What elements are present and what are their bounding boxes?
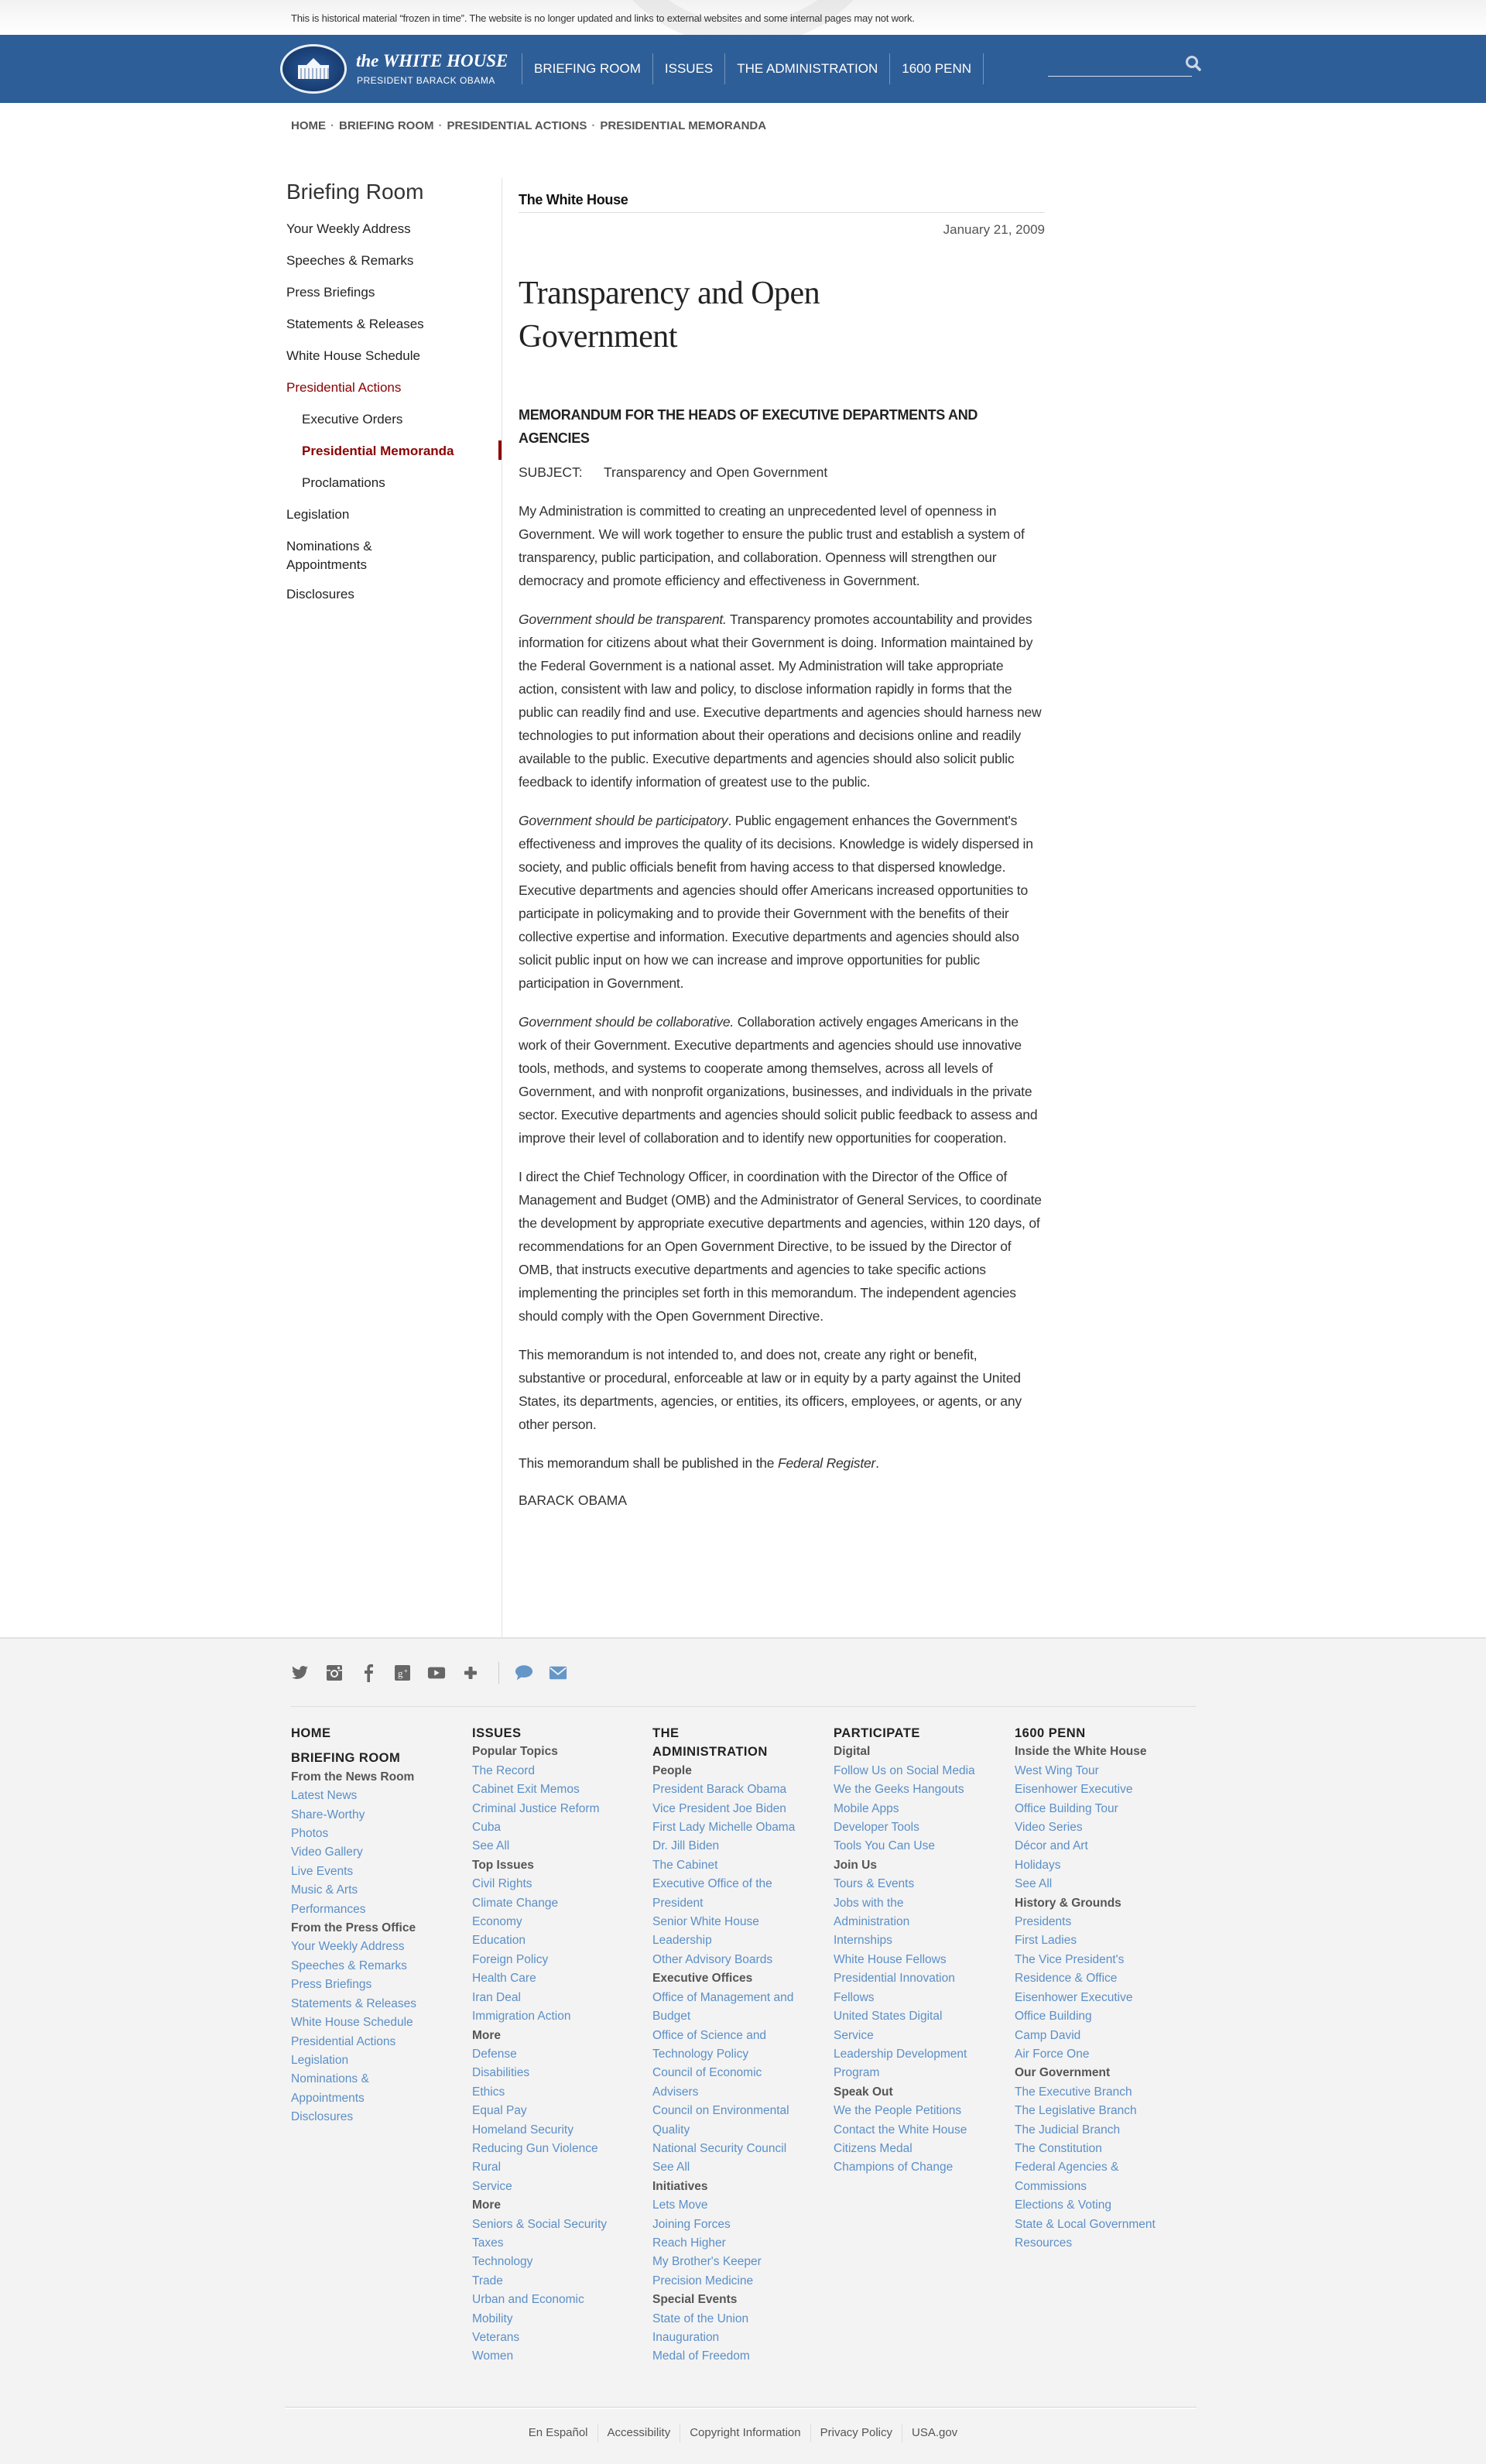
paragraph-text: . bbox=[875, 1455, 879, 1471]
footer-link[interactable]: My Brother's Keeper bbox=[652, 2255, 762, 2269]
footer-subheading: More bbox=[472, 2028, 502, 2042]
footer-link[interactable]: Elections & Voting bbox=[1015, 2198, 1111, 2212]
footer-subheading: Initiatives bbox=[652, 2179, 708, 2193]
footer-link[interactable]: Video Gallery bbox=[291, 1845, 363, 1859]
paragraph-5: I direct the Chief Technology Officer, in coordination with the Director of the Office of Management and Budget (OMB) and the Administrator of General Services, to coordinate the development by appropriate executive departments and agencies, within 120 days, of recommendations for an Open Government Directive, to be issued by the Director of OMB, that instructs executive departments and agencies to take specific actions implementing the principles set forth in this memorandum. The independent agencies should comply with the Open Government Directive. bbox=[519, 1169, 1042, 1324]
footer-link[interactable]: Appointments bbox=[291, 2091, 365, 2105]
footer-link[interactable]: Mobility bbox=[472, 2311, 513, 2325]
footer-column-home bbox=[291, 1724, 469, 2127]
footer-link[interactable]: Eisenhower Executive bbox=[1015, 1783, 1133, 1797]
subject-value: Transparency and Open Government bbox=[604, 464, 828, 480]
paragraph-body: . Public engagement enhances the Government's effectiveness and improves the quality of its decisions. Knowledge is widely dispersed in society, and public officials benefit from having access to that dispersed knowledge. Executive departments and agencies should offer Americans increased opportunities to participate in policymaking and to provide their Government with the benefits of their collective expertise and information. Executive departments and agencies should also solicit public input on how we can increase and improve opportunities for public participation in Government. bbox=[519, 813, 1033, 991]
footer-heading-the[interactable]: THE bbox=[652, 1726, 680, 1740]
footer-link[interactable]: Commissions bbox=[1015, 2179, 1087, 2193]
sidebar-item-white-house-schedule[interactable]: White House Schedule bbox=[286, 348, 420, 363]
footer-link[interactable]: Latest News bbox=[291, 1789, 358, 1803]
footer-link[interactable]: Statements & Releases bbox=[291, 1996, 416, 2010]
sidebar-item-label: Presidential Memoranda bbox=[302, 444, 454, 458]
logo-subtitle: PRESIDENT BARACK OBAMA bbox=[357, 75, 495, 86]
footer-link[interactable]: Service bbox=[834, 2028, 874, 2042]
footer-link[interactable]: Defense bbox=[472, 2047, 517, 2061]
footer-link[interactable]: State & Local Government bbox=[1015, 2217, 1156, 2231]
footer-link[interactable]: See All bbox=[1015, 1877, 1053, 1891]
paragraph-body: Transparency promotes accountability and provides information for citizens about what their Government is doing. Information maintained by the Federal Government is a national asset. My Administration will take appropriate action, consistent with law and policy, to disclose information rapidly in forms that the public can readily find and use. Executive departments and agencies should harness new technologies to put information about their operations and decisions online and readily available to the public. Executive departments and agencies should also solicit public feedback to identify information of greatest use to the public. bbox=[519, 612, 1042, 790]
breadcrumb-separator: · bbox=[330, 119, 334, 132]
footer-link[interactable]: Taxes bbox=[472, 2236, 504, 2250]
footer-column-1600-penn bbox=[1015, 1724, 1193, 2253]
footer-link[interactable]: Inauguration bbox=[652, 2331, 720, 2344]
footer-link[interactable]: Presidential Innovation bbox=[834, 1972, 955, 1986]
footer-link[interactable]: Office of Science and bbox=[652, 2028, 767, 2042]
sidebar-title: Briefing Room bbox=[286, 180, 424, 204]
footer-link[interactable]: The Record bbox=[472, 1763, 535, 1777]
footer-link[interactable]: Administration bbox=[834, 1915, 910, 1929]
footer-link[interactable]: We the People Petitions bbox=[834, 2104, 962, 2118]
link-privacy-policy[interactable]: Privacy Policy bbox=[810, 2424, 902, 2442]
footer-column-issues bbox=[472, 1724, 650, 2366]
footer-link[interactable]: Climate Change bbox=[472, 1896, 559, 1910]
footer-link[interactable]: Iran Deal bbox=[472, 1990, 521, 2004]
footer-link[interactable]: Homeland Security bbox=[472, 2123, 574, 2137]
footer-link[interactable]: Vice President Joe Biden bbox=[652, 1801, 786, 1815]
historical-notice-band bbox=[0, 0, 1486, 35]
footer-link[interactable]: Foreign Policy bbox=[472, 1952, 549, 1966]
svg-text:g: g bbox=[398, 1667, 403, 1679]
footer-link[interactable]: Advisers bbox=[652, 2085, 699, 2099]
sidebar bbox=[286, 178, 495, 615]
footer-subheading: From the News Room bbox=[291, 1770, 415, 1784]
footer-link[interactable]: Developer Tools bbox=[834, 1821, 919, 1835]
footer-subheading: Executive Offices bbox=[652, 1972, 753, 1986]
historical-notice: This is historical material “frozen in time”. The website is no longer updated and links to external websites and some internal pages may not work. bbox=[291, 12, 915, 24]
footer-link[interactable]: Resources bbox=[1015, 2236, 1073, 2250]
twitter-icon[interactable] bbox=[291, 1664, 310, 1682]
footer-link[interactable]: Office Building Tour bbox=[1015, 1801, 1118, 1815]
white-house-seal-icon bbox=[280, 44, 347, 94]
nav-the-administration[interactable]: THE ADMINISTRATION bbox=[724, 53, 889, 84]
article-date: January 21, 2009 bbox=[943, 222, 1045, 237]
footer-link[interactable]: Urban and Economic bbox=[472, 2293, 584, 2307]
footer-link[interactable]: Internships bbox=[834, 1934, 892, 1948]
footer-link[interactable]: White House Schedule bbox=[291, 2016, 413, 2030]
footer-link[interactable]: Share-Worthy bbox=[291, 1808, 365, 1821]
logo-title: the WHITE HOUSE bbox=[356, 51, 508, 70]
plus-icon[interactable] bbox=[461, 1664, 480, 1682]
link-en-espanol[interactable]: En Español bbox=[528, 2426, 588, 2439]
federal-register: Federal Register bbox=[777, 1455, 876, 1471]
footer-link[interactable]: The Cabinet bbox=[652, 1858, 718, 1872]
instagram-icon[interactable] bbox=[325, 1664, 344, 1682]
sidebar-item-executive-orders[interactable]: Executive Orders bbox=[302, 412, 403, 427]
footer-bottom-divider bbox=[285, 2407, 1197, 2409]
footer-link[interactable]: Mobile Apps bbox=[834, 1801, 899, 1815]
primary-nav bbox=[522, 53, 984, 84]
paragraph-lead: Government should be transparent. bbox=[519, 612, 727, 627]
social-divider bbox=[498, 1662, 499, 1684]
footer-link[interactable]: Civil Rights bbox=[472, 1877, 532, 1891]
footer-subheading: Popular Topics bbox=[472, 1745, 558, 1759]
paragraph-2 bbox=[519, 608, 1045, 793]
footer-link[interactable]: Senior White House bbox=[652, 1915, 759, 1929]
footer-link[interactable]: The Constitution bbox=[1015, 2141, 1102, 2155]
footer-link[interactable]: The Executive Branch bbox=[1015, 2085, 1132, 2099]
footer-column-administration bbox=[652, 1724, 830, 2366]
sidebar-item-presidential-memoranda[interactable] bbox=[286, 440, 495, 472]
footer-subheading: More bbox=[472, 2198, 502, 2212]
page-title: Transparency and Open Government bbox=[519, 276, 820, 355]
search-input[interactable] bbox=[1048, 55, 1192, 77]
footer-divider bbox=[290, 1706, 1196, 1707]
footer-link[interactable]: Technology Policy bbox=[652, 2047, 749, 2061]
footer-link[interactable]: Fellows bbox=[834, 1990, 875, 2004]
footer-column-participate bbox=[834, 1724, 1012, 2178]
link-accessibility[interactable]: Accessibility bbox=[597, 2424, 680, 2442]
footer-link[interactable]: Residence & Office bbox=[1015, 1972, 1118, 1986]
footer-link[interactable]: Office of Management and bbox=[652, 1990, 794, 2004]
footer-link[interactable]: Budget bbox=[652, 2010, 691, 2024]
footer-link[interactable]: President Barack Obama bbox=[652, 1783, 787, 1797]
footer-link[interactable]: Camp David bbox=[1015, 2028, 1081, 2042]
footer-link[interactable]: Veterans bbox=[472, 2331, 520, 2344]
memo-heading: MEMORANDUM FOR THE HEADS OF EXECUTIVE DEPARTMENTS AND AGENCIES bbox=[519, 407, 978, 446]
footer-link[interactable]: Disabilities bbox=[472, 2066, 530, 2080]
footer-link[interactable]: Cabinet Exit Memos bbox=[472, 1783, 580, 1797]
footer-subheading: Speak Out bbox=[834, 2085, 893, 2099]
footer-link[interactable]: Office Building bbox=[1015, 2010, 1092, 2024]
footer-link[interactable]: Quality bbox=[652, 2123, 690, 2137]
footer-link[interactable]: Live Events bbox=[291, 1864, 354, 1878]
subject-label: SUBJECT: bbox=[519, 464, 583, 480]
site-logo[interactable] bbox=[280, 44, 528, 94]
footer-link[interactable]: United States Digital bbox=[834, 2010, 943, 2024]
nav-1600-penn[interactable]: 1600 PENN bbox=[889, 53, 984, 84]
footer-link[interactable]: Service bbox=[472, 2179, 512, 2193]
footer-heading-home[interactable]: HOME bbox=[291, 1726, 331, 1740]
footer-link[interactable]: Seniors & Social Security bbox=[472, 2217, 608, 2231]
footer-link[interactable]: National Security Council bbox=[652, 2141, 787, 2155]
footer-link[interactable]: Leadership Development bbox=[834, 2047, 967, 2061]
footer-link[interactable]: See All bbox=[652, 2161, 690, 2174]
footer-link[interactable]: We the Geeks Hangouts bbox=[834, 1783, 964, 1797]
breadcrumb-separator: · bbox=[438, 119, 443, 132]
sidebar-item-nominations-appointments[interactable]: Nominations & Appointments bbox=[286, 539, 372, 572]
sidebar-item-disclosures[interactable]: Disclosures bbox=[286, 587, 354, 601]
footer-link[interactable]: Council on Environmental bbox=[652, 2104, 789, 2118]
google-plus-icon[interactable] bbox=[393, 1664, 412, 1682]
footer-link[interactable]: Leadership bbox=[652, 1934, 712, 1948]
svg-text:+: + bbox=[404, 1667, 408, 1674]
footer-subheading: Special Events bbox=[652, 2293, 738, 2307]
footer-link[interactable]: Jobs with the bbox=[834, 1896, 904, 1910]
footer-bottom-links bbox=[0, 2424, 1486, 2442]
footer-link[interactable]: Joining Forces bbox=[652, 2217, 731, 2231]
footer-link[interactable]: Cuba bbox=[472, 1821, 502, 1835]
footer-link[interactable]: Other Advisory Boards bbox=[652, 1952, 773, 1966]
paragraph-lead: Government should be collaborative. bbox=[519, 1014, 734, 1030]
footer-subheading: People bbox=[652, 1763, 692, 1777]
footer-link[interactable]: Music & Arts bbox=[291, 1883, 358, 1897]
sidebar-item-press-briefings[interactable]: Press Briefings bbox=[286, 285, 375, 300]
footer-link[interactable]: State of the Union bbox=[652, 2311, 749, 2325]
breadcrumb bbox=[291, 119, 766, 132]
facebook-icon[interactable] bbox=[359, 1664, 378, 1682]
footer-link[interactable]: Holidays bbox=[1015, 1858, 1061, 1872]
footer-heading-administration[interactable]: ADMINISTRATION bbox=[652, 1745, 768, 1760]
footer-link[interactable]: First Lady Michelle Obama bbox=[652, 1821, 796, 1835]
link-usa-gov[interactable]: USA.gov bbox=[902, 2424, 967, 2442]
footer-link[interactable]: Follow Us on Social Media bbox=[834, 1763, 975, 1777]
footer-link[interactable]: Your Weekly Address bbox=[291, 1940, 405, 1954]
footer-link[interactable]: Reach Higher bbox=[652, 2236, 726, 2250]
footer-link[interactable]: Air Force One bbox=[1015, 2047, 1090, 2061]
footer-link[interactable]: Medal of Freedom bbox=[652, 2349, 750, 2363]
footer-link[interactable]: Legislation bbox=[291, 2053, 349, 2067]
footer-link[interactable]: Champions of Change bbox=[834, 2161, 954, 2174]
footer bbox=[0, 1637, 1486, 2464]
footer-link[interactable]: Eisenhower Executive bbox=[1015, 1990, 1133, 2004]
footer-link[interactable]: Speeches & Remarks bbox=[291, 1959, 407, 1972]
footer-link[interactable]: The Judicial Branch bbox=[1015, 2123, 1121, 2137]
sidebar-item-speeches-remarks[interactable]: Speeches & Remarks bbox=[286, 253, 414, 268]
footer-link[interactable]: Nominations & bbox=[291, 2072, 369, 2086]
footer-link[interactable]: Citizens Medal bbox=[834, 2141, 912, 2155]
footer-link[interactable]: Executive Office of the bbox=[652, 1877, 772, 1891]
nav-issues[interactable]: ISSUES bbox=[652, 53, 724, 84]
email-icon[interactable] bbox=[549, 1664, 567, 1682]
breadcrumb-briefing-room[interactable]: BRIEFING ROOM bbox=[339, 119, 434, 132]
footer-link[interactable]: Program bbox=[834, 2066, 880, 2080]
sidebar-item-statements-releases[interactable]: Statements & Releases bbox=[286, 317, 424, 331]
footer-subheading: Join Us bbox=[834, 1858, 877, 1872]
footer-heading-participate[interactable]: PARTICIPATE bbox=[834, 1726, 920, 1740]
footer-link[interactable]: Council of Economic bbox=[652, 2066, 762, 2080]
footer-link[interactable]: Contact the White House bbox=[834, 2123, 967, 2137]
paragraph-lead: Government should be participatory bbox=[519, 813, 728, 828]
footer-link[interactable]: Performances bbox=[291, 1902, 366, 1916]
paragraph-4 bbox=[519, 1010, 1045, 1150]
footer-link[interactable]: Reducing Gun Violence bbox=[472, 2141, 598, 2155]
footer-link[interactable]: Ethics bbox=[472, 2085, 505, 2099]
youtube-icon[interactable] bbox=[427, 1664, 446, 1682]
footer-subheading: Our Government bbox=[1015, 2066, 1111, 2080]
source-divider bbox=[519, 212, 1045, 213]
footer-subheading: From the Press Office bbox=[291, 1921, 416, 1935]
sidebar-item-proclamations[interactable]: Proclamations bbox=[302, 475, 385, 490]
footer-link[interactable]: The Vice President's bbox=[1015, 1952, 1125, 1966]
footer-subheading: Top Issues bbox=[472, 1858, 534, 1872]
signature: BARACK OBAMA bbox=[519, 1492, 628, 1508]
breadcrumb-home[interactable]: HOME bbox=[291, 119, 326, 132]
footer-link[interactable]: Precision Medicine bbox=[652, 2274, 754, 2288]
search-icon[interactable] bbox=[1185, 55, 1202, 72]
main-navbar bbox=[0, 35, 1486, 103]
memo-subject bbox=[519, 461, 1045, 484]
breadcrumb-presidential-memoranda[interactable]: PRESIDENTIAL MEMORANDA bbox=[600, 119, 767, 132]
social-icons bbox=[291, 1662, 583, 1684]
breadcrumb-presidential-actions[interactable]: PRESIDENTIAL ACTIONS bbox=[447, 119, 587, 132]
footer-link[interactable]: First Ladies bbox=[1015, 1934, 1077, 1948]
nav-briefing-room[interactable]: BRIEFING ROOM bbox=[522, 53, 652, 84]
footer-subheading: Inside the White House bbox=[1015, 1745, 1147, 1759]
footer-subheading: History & Grounds bbox=[1015, 1896, 1121, 1910]
footer-link[interactable]: Equal Pay bbox=[472, 2104, 527, 2118]
footer-link[interactable]: Federal Agencies & bbox=[1015, 2161, 1119, 2174]
footer-link[interactable]: Technology bbox=[472, 2255, 533, 2269]
footer-subheading: Digital bbox=[834, 1745, 871, 1759]
footer-link[interactable]: Dr. Jill Biden bbox=[652, 1839, 720, 1853]
footer-link[interactable]: Décor and Art bbox=[1015, 1839, 1088, 1853]
footer-link[interactable]: Immigration Action bbox=[472, 2010, 571, 2024]
article bbox=[519, 178, 1045, 1512]
footer-link[interactable]: Photos bbox=[291, 1827, 329, 1841]
paragraph-1: My Administration is committed to creating an unprecedented level of openness in Government. We will work together to ensure the public trust and establish a system of transparency, public participation, and collaboration. Openness will strengthen our democracy and promote efficiency and effectiveness in Government. bbox=[519, 503, 1025, 588]
footer-link[interactable]: Trade bbox=[472, 2274, 503, 2288]
footer-link[interactable]: President bbox=[652, 1896, 704, 1910]
footer-link[interactable]: The Legislative Branch bbox=[1015, 2104, 1137, 2118]
sidebar-item-weekly-address[interactable]: Your Weekly Address bbox=[286, 221, 411, 236]
footer-link[interactable]: Presidents bbox=[1015, 1915, 1072, 1929]
footer-link[interactable]: Economy bbox=[472, 1915, 522, 1929]
footer-link[interactable]: West Wing Tour bbox=[1015, 1763, 1099, 1777]
footer-link[interactable]: Criminal Justice Reform bbox=[472, 1801, 600, 1815]
footer-link[interactable]: Tours & Events bbox=[834, 1877, 915, 1891]
link-copyright-information[interactable]: Copyright Information bbox=[680, 2424, 810, 2442]
footer-link[interactable]: Women bbox=[472, 2349, 514, 2363]
paragraph-3 bbox=[519, 809, 1045, 995]
footer-link[interactable]: Education bbox=[472, 1934, 526, 1948]
footer-link[interactable]: Rural bbox=[472, 2161, 502, 2174]
footer-link[interactable]: Press Briefings bbox=[291, 1978, 372, 1992]
paragraph-6: This memorandum is not intended to, and does not, create any right or benefit, substantive or procedural, enforceable at law or in equity by a party against the United States, its departments, agencies, or entities, its officers, employees, or agents, or any other person. bbox=[519, 1347, 1022, 1432]
footer-link[interactable]: Presidential Actions bbox=[291, 2034, 396, 2048]
article-source: The White House bbox=[519, 192, 628, 207]
footer-link[interactable]: Disclosures bbox=[291, 2110, 354, 2124]
paragraph-text: This memorandum shall be published in the bbox=[519, 1455, 778, 1471]
paragraph-7 bbox=[519, 1451, 1045, 1475]
sidebar-item-legislation[interactable]: Legislation bbox=[286, 507, 350, 522]
footer-link[interactable]: White House Fellows bbox=[834, 1952, 947, 1966]
footer-link[interactable]: See All bbox=[472, 1839, 510, 1853]
footer-link[interactable]: Tools You Can Use bbox=[834, 1839, 935, 1853]
sidebar-item-presidential-actions[interactable]: Presidential Actions bbox=[286, 380, 402, 395]
footer-link[interactable]: Video Series bbox=[1015, 1821, 1083, 1835]
footer-link[interactable]: Health Care bbox=[472, 1972, 536, 1986]
paragraph-body: Collaboration actively engages Americans in the work of their Government. Executive departments and agencies should use innovative tools, methods, and systems to cooperate among themselves, across all levels of Government, and with nonprofit organizations, businesses, and individuals in the private sector. Executive departments and agencies should solicit public feedback to assess and improve their level of collaboration and to identify new opportunities for cooperation. bbox=[519, 1014, 1038, 1146]
footer-link[interactable]: Lets Move bbox=[652, 2198, 708, 2212]
footer-heading-issues[interactable]: ISSUES bbox=[472, 1726, 522, 1740]
chat-icon[interactable] bbox=[515, 1664, 533, 1682]
breadcrumb-separator: · bbox=[591, 119, 596, 132]
footer-heading-1600-penn[interactable]: 1600 PENN bbox=[1015, 1726, 1086, 1740]
footer-heading-briefing-room[interactable]: BRIEFING ROOM bbox=[291, 1751, 401, 1766]
